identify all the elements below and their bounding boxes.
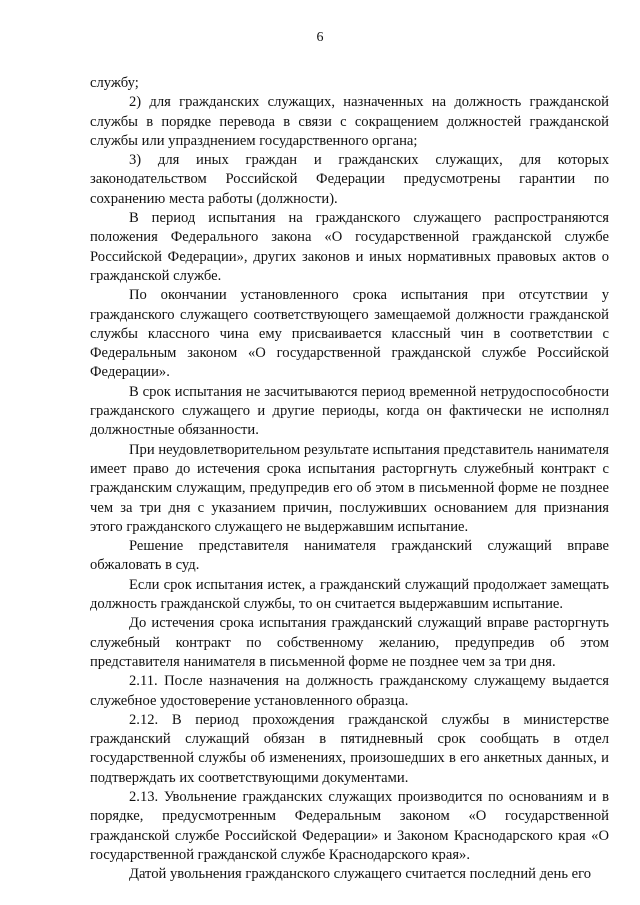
paragraph: До истечения срока испытания гражданский служащий вправе расторгнуть служебный контракт по собственному желанию, предупредив об этом представителя нанимателя в письменной форме не позднее чем за три дня. [90,615,609,670]
list-item-2: 2) для гражданских служащих, назначенных на должность гражданской службы в порядке перевода в связи с сокращением должностей гражданской службы или упразднением государственного органа; [90,94,609,149]
paragraph: Датой увольнения гражданского служащего считается последний день его [129,866,592,883]
clause-2-12: 2.12. В период прохождения гражданской службы в министерстве гражданский служащий обязан в пятидневный срок сообщать в отдел государственной службы об изменениях, произошедших в его анкетных данных, и подтверждать их соответствующими документами. [90,711,609,786]
paragraph: В срок испытания не засчитываются период временной нетрудоспособности гражданского служащего и другие периоды, когда он фактически не исполнял должностные обязанности. [90,383,609,439]
page-number: 6 [316,30,324,45]
clause-2-11: 2.11. После назначения на должность гражданскому служащему выдается служебное удостоверение установленного образца. [90,673,609,709]
paragraph-continuation: службу; [90,75,139,91]
paragraph: При неудовлетворительном результате испытания представитель нанимателя имеет право до истечения срока испытания расторгнуть служебный контракт с гражданским служащим, предупредив его об этом в письменной форме не позднее чем за три дня с указанием причин, послуживших основанием для признания этого гражданского служащего не выдержавшим испытание. [90,441,609,535]
paragraph: Если срок испытания истек, а гражданский служащий продолжает замещать должность гражданской службы, то он считается выдержавшим испытание. [90,576,609,613]
list-item-3: 3) для иных граждан и гражданских служащих, для которых законодательством Российской Федерации предусмотрены гарантии по сохранению места работы (должности). [90,152,609,207]
document-body [90,74,609,884]
paragraph: По окончании установленного срока испытания при отсутствии у гражданского служащего соответствующего замещаемой должности гражданской службы классного чина ему присваивается классный чин в соответствии с Федеральным законом «О государственной гражданской службе Российской Федерации». [90,287,609,381]
paragraph: В период испытания на гражданского служащего распространяются положения Федерального закона «О государственной гражданской службе Российской Федерации», других законов и иных нормативных правовых актов о гражданской службе. [90,210,609,284]
clause-2-13: 2.13. Увольнение гражданских служащих производится по основаниям и в порядке, предусмотренным Федеральным законом «О государственной гражданской службе Российской Федерации» и Законом Краснодарского края «О государственной гражданской службе Краснодарского края». [90,788,609,863]
paragraph: Решение представителя нанимателя гражданский служащий вправе обжаловать в суд. [90,538,609,574]
